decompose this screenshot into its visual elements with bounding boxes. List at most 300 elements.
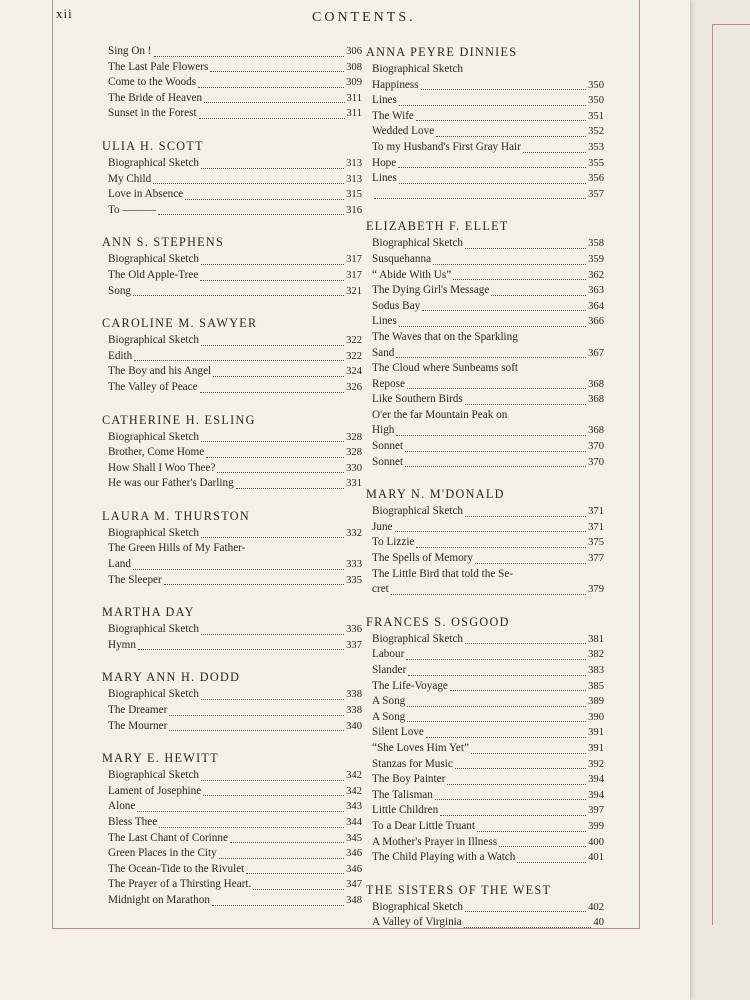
contents-entry <box>108 268 362 284</box>
entry-page-number: 400 <box>588 836 604 848</box>
entry-page-number: 390 <box>588 711 604 723</box>
entry-title: Come to the Woods <box>108 76 197 89</box>
entry-page-number: 347 <box>346 879 362 891</box>
entry-page-number: 316 <box>346 204 362 216</box>
dot-leader <box>465 404 586 405</box>
dot-leader <box>374 198 586 199</box>
entry-title: Biographical Sketch <box>108 156 200 169</box>
entry-page-number: 330 <box>346 462 362 474</box>
entry-page-number: 306 <box>346 46 362 57</box>
entry-title: A Mother's Prayer in Illness <box>372 835 498 848</box>
entry-title: Happiness <box>372 78 419 91</box>
contents-entry <box>108 846 362 862</box>
author-section <box>102 750 362 908</box>
author-section <box>108 44 362 122</box>
entry-page-number: 326 <box>346 381 362 393</box>
dot-leader <box>396 357 586 358</box>
entry-page-number: 356 <box>588 173 604 185</box>
dot-leader <box>399 183 586 184</box>
entry-page-number: 342 <box>346 770 362 782</box>
author-section <box>102 315 362 395</box>
contents-entry <box>372 377 604 393</box>
entry-page-number: 336 <box>346 624 362 636</box>
contents-entry <box>372 663 604 679</box>
entry-title: A Song <box>372 695 406 708</box>
author-section <box>102 604 362 653</box>
entry-title: To ——— <box>108 203 157 216</box>
entry-title: Sodus Bay <box>372 299 421 312</box>
contents-entry <box>372 346 604 362</box>
entry-page-number: 389 <box>588 696 604 708</box>
dot-leader <box>138 649 344 650</box>
entry-title: The Life-Voyage <box>372 679 448 692</box>
contents-entry: The Green Hills of My Father- <box>108 542 246 555</box>
author-name: ELIZABETH F. ELLET <box>366 219 509 234</box>
contents-entry <box>372 423 604 439</box>
dot-leader <box>154 56 345 57</box>
contents-entry <box>372 268 604 284</box>
entry-page-number: 368 <box>588 394 604 406</box>
dot-leader <box>219 858 344 859</box>
contents-entry <box>372 725 604 741</box>
author-section <box>102 412 362 492</box>
dot-leader <box>395 531 587 532</box>
entry-page-number: 353 <box>588 141 604 153</box>
entry-page-number: 313 <box>346 173 362 185</box>
entry-title: Hymn <box>108 638 136 651</box>
entry-page-number: 322 <box>346 350 362 362</box>
dot-leader <box>253 889 344 890</box>
entry-page-number: 315 <box>346 189 362 201</box>
dot-leader <box>201 264 344 265</box>
entry-page-number: 357 <box>588 188 604 200</box>
entry-page-number: 40 <box>593 917 604 929</box>
contents-entry <box>372 314 604 330</box>
dot-leader <box>169 730 344 731</box>
contents-entry <box>108 75 362 91</box>
dot-leader <box>206 457 344 458</box>
author-section <box>102 669 362 734</box>
dot-leader <box>200 280 344 281</box>
entry-page-number: 338 <box>346 689 362 701</box>
contents-entry <box>372 455 604 471</box>
dot-leader <box>236 488 344 489</box>
entry-title: Silent Love <box>372 726 424 739</box>
entry-title: Sonnet <box>372 440 404 453</box>
dot-leader <box>213 376 344 377</box>
entry-page-number: 324 <box>346 366 362 378</box>
dot-leader <box>416 547 586 548</box>
entry-title: Sunset in the Forest <box>108 107 197 120</box>
contents-entry <box>108 799 362 815</box>
entry-page-number: 350 <box>588 79 604 91</box>
entry-title: Land <box>108 558 131 571</box>
contents-entry <box>108 187 362 203</box>
entry-page-number: 352 <box>588 126 604 138</box>
entry-page-number: 402 <box>588 901 604 913</box>
dot-leader <box>199 118 345 119</box>
contents-column-right <box>366 44 604 931</box>
entry-title: The Boy and his Angel <box>108 365 212 378</box>
author-section <box>102 508 362 588</box>
author-section <box>102 234 362 299</box>
contents-entry <box>108 784 362 800</box>
contents-entry <box>372 439 604 455</box>
author-section <box>366 44 604 202</box>
contents-entry: O'er the far Mountain Peak on <box>372 408 508 421</box>
entry-title: Wedded Love <box>372 125 435 138</box>
dot-leader <box>217 472 344 473</box>
contents-entry <box>108 364 362 380</box>
contents-entry <box>372 835 604 851</box>
contents-entry <box>108 445 362 461</box>
dot-leader <box>447 784 586 785</box>
dot-leader <box>405 466 586 467</box>
entry-page-number: 321 <box>346 285 362 297</box>
entry-title: The Dying Girl's Message <box>372 284 490 297</box>
entry-title: Biographical Sketch <box>108 623 200 636</box>
contents-entry <box>372 93 604 109</box>
entry-page-number: 328 <box>346 431 362 443</box>
contents-entry <box>372 741 604 757</box>
contents-entry <box>108 333 362 349</box>
contents-entry <box>372 520 604 536</box>
entry-page-number: 342 <box>346 785 362 797</box>
dot-leader <box>465 516 586 517</box>
contents-entry <box>372 236 604 252</box>
contents-entry: The Waves that on the Sparkling <box>372 330 518 343</box>
contents-entry <box>108 557 362 573</box>
entry-title: The Last Pale Flowers <box>108 60 209 73</box>
entry-title: Biographical Sketch <box>108 769 200 782</box>
dot-leader <box>137 811 344 812</box>
entry-page-number: 343 <box>346 801 362 813</box>
entry-title: Midnight on Marathon <box>108 893 210 906</box>
entry-page-number: 331 <box>346 478 362 490</box>
entry-title: Little Children <box>372 804 439 817</box>
dot-leader <box>398 167 586 168</box>
contents-entry <box>372 694 604 710</box>
contents-entry <box>372 124 604 140</box>
dot-leader <box>464 927 592 928</box>
entry-page-number: 322 <box>346 335 362 347</box>
entry-title: Biographical Sketch <box>108 526 200 539</box>
entry-title: Susquehanna <box>372 252 432 265</box>
dot-leader <box>433 264 586 265</box>
contents-entry <box>372 915 604 931</box>
dot-leader <box>407 388 586 389</box>
entry-page-number: 381 <box>588 633 604 645</box>
entry-title: How Shall I Woo Thee? <box>108 461 216 474</box>
entry-page-number: 363 <box>588 285 604 297</box>
dot-leader <box>465 911 586 912</box>
contents-entry <box>108 573 362 589</box>
entry-title: Hope <box>372 156 397 169</box>
entry-title: My Child <box>108 172 152 185</box>
entry-page-number: 394 <box>588 774 604 786</box>
entry-title: The Child Playing with a Watch <box>372 851 516 864</box>
author-name: FRANCES S. OSGOOD <box>366 614 510 629</box>
entry-page-number: 371 <box>588 521 604 533</box>
entry-title: Repose <box>372 377 405 390</box>
entry-page-number: 377 <box>588 553 604 565</box>
dot-leader <box>406 659 586 660</box>
dot-leader <box>450 690 586 691</box>
dot-leader <box>436 136 586 137</box>
dot-leader <box>134 360 344 361</box>
entry-title: Alone <box>108 800 136 813</box>
entry-page-number: 366 <box>588 316 604 328</box>
entry-title: High <box>372 424 395 437</box>
entry-page-number: 351 <box>588 110 604 122</box>
entry-title: The Dreamer <box>108 704 168 717</box>
dot-leader <box>201 168 344 169</box>
contents-entry <box>108 768 362 784</box>
entry-title: The Wife <box>372 109 414 122</box>
entry-page-number: 394 <box>588 789 604 801</box>
dot-leader <box>201 699 344 700</box>
dot-leader <box>201 441 344 442</box>
dot-leader <box>517 862 586 863</box>
contents-entry <box>108 349 362 365</box>
dot-leader <box>422 310 586 311</box>
dot-leader <box>133 295 344 296</box>
entry-title: A Valley of Virginia <box>372 916 462 929</box>
contents-entry <box>108 172 362 188</box>
contents-entry <box>372 803 604 819</box>
contents-entry: The Little Bird that told the Se- <box>372 567 514 580</box>
contents-entry <box>372 582 604 598</box>
dot-leader <box>408 675 586 676</box>
entry-title: To a Dear Little Truant <box>372 819 475 832</box>
entry-page-number: 375 <box>588 537 604 549</box>
entry-title: Sonnet <box>372 455 404 468</box>
contents-entry <box>372 171 604 187</box>
dot-leader <box>396 435 586 436</box>
contents-entry <box>108 476 362 492</box>
entry-title: The Talisman <box>372 788 433 801</box>
dot-leader <box>399 326 586 327</box>
entry-page-number: 333 <box>346 559 362 571</box>
contents-entry <box>372 819 604 835</box>
entry-page-number: 383 <box>588 665 604 676</box>
dot-leader <box>426 737 586 738</box>
author-name: ANNA PEYRE DINNIES <box>366 45 518 59</box>
entry-title: To Lizzie <box>372 536 415 549</box>
contents-entry <box>372 772 604 788</box>
contents-entry <box>372 504 604 520</box>
entry-title: Bless Thee <box>108 816 158 828</box>
contents-entry <box>108 203 362 219</box>
dot-leader <box>201 345 344 346</box>
contents-entry <box>372 78 604 94</box>
dot-leader <box>133 569 344 570</box>
dot-leader <box>169 715 344 716</box>
author-name: MARY E. HEWITT <box>102 751 219 766</box>
author-section <box>102 138 362 218</box>
entry-title: Lines <box>372 172 397 185</box>
author-name: ANN S. STEPHENS <box>102 235 225 250</box>
contents-entry <box>108 877 362 893</box>
entry-title: Slander <box>372 664 407 676</box>
entry-page-number: 308 <box>346 61 362 73</box>
entry-page-number: 399 <box>588 820 604 832</box>
entry-title: “ Abide With Us” <box>372 268 452 281</box>
entry-page-number: 344 <box>346 817 362 828</box>
entry-title: Biographical Sketch <box>108 688 200 701</box>
contents-entry: Biographical Sketch <box>372 63 464 75</box>
author-name: THE SISTERS OF THE WEST <box>366 882 552 897</box>
entry-title: June <box>372 520 393 533</box>
entry-page-number: 392 <box>588 758 604 770</box>
entry-title: Biographical Sketch <box>372 505 464 518</box>
contents-entry <box>372 109 604 125</box>
entry-title: Biographical Sketch <box>108 253 200 266</box>
dot-leader <box>499 846 586 847</box>
contents-entry <box>372 710 604 726</box>
entry-title: Green Places in the City <box>108 847 217 860</box>
contents-entry <box>372 900 604 916</box>
entry-page-number: 371 <box>588 506 604 518</box>
contents-entry <box>372 392 604 408</box>
dot-leader <box>416 120 586 121</box>
contents-entry <box>372 299 604 315</box>
entry-title: The Old Apple-Tree <box>108 268 199 281</box>
dot-leader <box>212 905 344 906</box>
entry-page-number: 313 <box>346 157 362 169</box>
author-section <box>366 614 604 866</box>
entry-page-number: 391 <box>588 742 604 754</box>
entry-page-number: 359 <box>588 253 604 265</box>
entry-page-number: 335 <box>346 574 362 586</box>
entry-page-number: 317 <box>346 254 362 266</box>
contents-entry <box>108 284 362 300</box>
dot-leader <box>201 634 344 635</box>
contents-entry <box>372 788 604 804</box>
entry-title: The Bride of Heaven <box>108 91 203 104</box>
entry-title: Stanzas for Music <box>372 757 453 770</box>
contents-entry <box>108 815 362 831</box>
dot-leader <box>435 799 586 800</box>
author-section <box>366 218 604 470</box>
contents-entry <box>108 687 362 703</box>
entry-title: Brother, Come Home <box>108 446 205 459</box>
adjacent-page-border <box>712 24 750 925</box>
author-name: CAROLINE M. SAWYER <box>102 316 258 331</box>
contents-entry <box>108 252 362 268</box>
entry-page-number: 367 <box>588 347 604 359</box>
contents-entry <box>108 106 362 122</box>
entry-page-number: 337 <box>346 639 362 651</box>
entry-page-number: 391 <box>588 727 604 739</box>
entry-title: The Ocean-Tide to the Rivulet <box>108 862 245 875</box>
dot-leader <box>465 248 586 249</box>
author-name: ULIA H. SCOTT <box>102 138 204 153</box>
entry-page-number: 350 <box>588 95 604 107</box>
contents-entry <box>108 862 362 878</box>
contents-entry <box>108 461 362 477</box>
contents-entry <box>108 44 362 60</box>
entry-page-number: 311 <box>346 92 362 104</box>
dot-leader <box>204 102 344 103</box>
entry-page-number: 382 <box>588 649 604 661</box>
entry-title: Labour <box>372 648 405 661</box>
entry-title: cret <box>372 583 389 596</box>
dot-leader <box>210 71 344 72</box>
dot-leader <box>201 537 344 538</box>
entry-title: The Mourner <box>108 719 168 732</box>
entry-page-number: 370 <box>588 456 604 468</box>
contents-entry <box>108 831 362 847</box>
dot-leader <box>153 183 344 184</box>
entry-title: The Spells of Memory <box>372 552 473 565</box>
dot-leader <box>523 152 586 153</box>
entry-title: Lament of Josephine <box>108 784 202 797</box>
entry-title: Sand <box>372 346 395 359</box>
contents-entry <box>108 156 362 172</box>
page-heading: CONTENTS. <box>312 10 416 25</box>
entry-page-number: 328 <box>346 447 362 459</box>
dot-leader <box>198 87 344 88</box>
entry-page-number: 346 <box>346 863 362 875</box>
author-name: MARTHA DAY <box>102 605 195 620</box>
author-name: MARY N. M'DONALD <box>366 487 505 502</box>
dot-leader <box>440 815 586 816</box>
contents-entry <box>108 703 362 719</box>
entry-title: The Valley of Peace <box>108 380 198 393</box>
entry-page-number: 362 <box>588 269 604 281</box>
contents-entry <box>372 647 604 663</box>
entry-title: Like Southern Birds <box>372 393 463 406</box>
entry-page-number: 379 <box>588 584 604 596</box>
contents-entry <box>372 187 604 203</box>
contents-entry <box>372 632 604 648</box>
dot-leader <box>407 721 586 722</box>
contents-entry <box>372 156 604 172</box>
entry-title: Lines <box>372 94 397 107</box>
entry-page-number: 401 <box>588 852 604 864</box>
dot-leader <box>200 392 345 393</box>
dot-leader <box>491 295 586 296</box>
contents-entry <box>108 638 362 654</box>
author-section <box>366 882 604 931</box>
dot-leader <box>421 89 587 90</box>
entry-title: The Sleeper <box>108 573 162 586</box>
entry-page-number: 355 <box>588 157 604 169</box>
contents-column-left <box>102 44 362 909</box>
entry-page-number: 338 <box>346 705 362 717</box>
contents-entry <box>108 526 362 542</box>
dot-leader <box>159 827 344 828</box>
contents-entry <box>372 679 604 695</box>
contents-entry <box>108 60 362 76</box>
entry-title: Edith <box>108 349 133 362</box>
entry-title: Biographical Sketch <box>372 900 464 913</box>
entry-title: Love in Absence <box>108 188 184 201</box>
contents-entry <box>108 380 362 396</box>
contents-entry <box>372 535 604 551</box>
dot-leader <box>465 643 586 644</box>
dot-leader <box>453 279 586 280</box>
entry-title: The Prayer of a Thirsting Heart. <box>108 878 252 891</box>
dot-leader <box>391 594 586 595</box>
dot-leader <box>407 706 586 707</box>
entry-title: A Song <box>372 710 406 723</box>
dot-leader <box>230 842 344 843</box>
entry-page-number: 345 <box>346 832 362 844</box>
page-number: xii <box>56 6 73 21</box>
entry-page-number: 364 <box>588 300 604 312</box>
